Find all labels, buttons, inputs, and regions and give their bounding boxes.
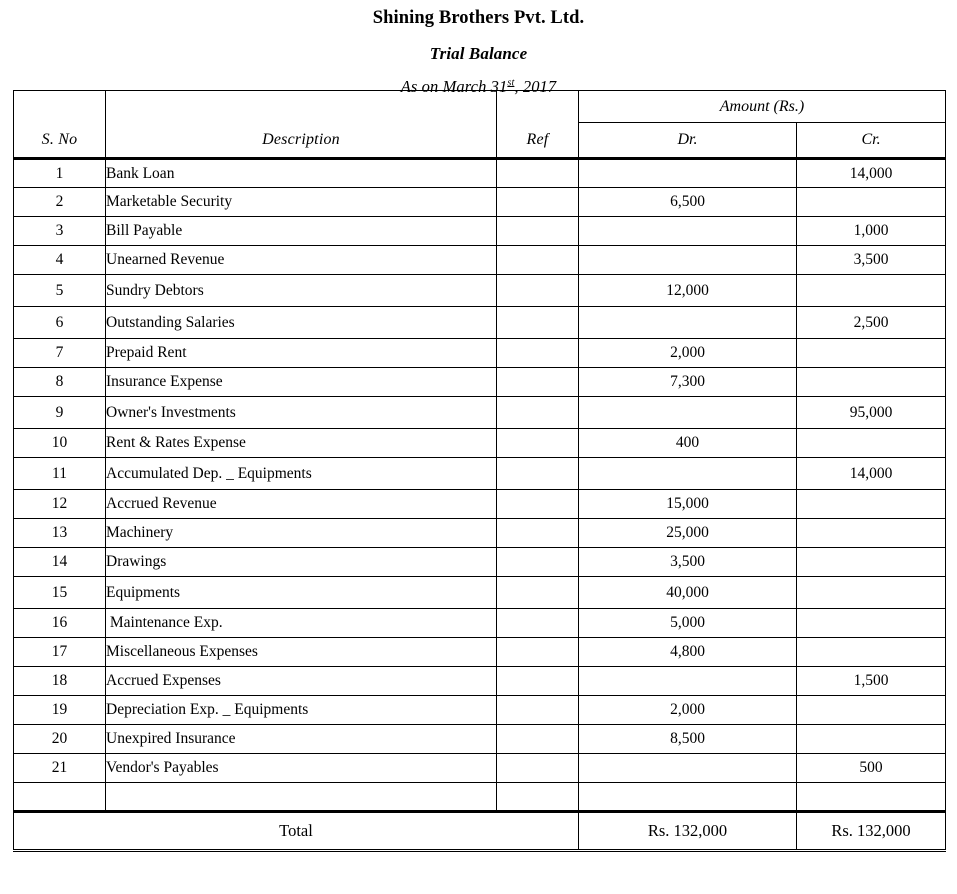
blank-row: [14, 783, 946, 812]
row-serial-number: 16: [14, 609, 106, 638]
row-serial-number: 11: [14, 458, 106, 490]
table-row: [14, 339, 946, 368]
row-description: Maintenance Exp.: [106, 609, 497, 638]
row-serial-number: 15: [14, 577, 106, 609]
row-debit-amount: [579, 307, 797, 339]
row-ref: [497, 490, 579, 519]
row-description: Unexpired Insurance: [106, 725, 497, 754]
row-description: Machinery: [106, 519, 497, 548]
table-row: [14, 725, 946, 754]
row-credit-amount: [797, 429, 946, 458]
row-ref: [497, 397, 579, 429]
row-description: Outstanding Salaries: [106, 307, 497, 339]
row-description: Bank Loan: [106, 159, 497, 188]
row-serial-number: 12: [14, 490, 106, 519]
blank-cell-credit: [797, 783, 946, 812]
row-ref: [497, 275, 579, 307]
row-serial-number: 5: [14, 275, 106, 307]
row-serial-number: 3: [14, 217, 106, 246]
table-row: [14, 188, 946, 217]
row-serial-number: 20: [14, 725, 106, 754]
row-description: Unearned Revenue: [106, 246, 497, 275]
row-description: Accrued Expenses: [106, 667, 497, 696]
row-ref: [497, 458, 579, 490]
row-serial-number: 18: [14, 667, 106, 696]
row-ref: [497, 217, 579, 246]
row-debit-amount: 6,500: [579, 188, 797, 217]
row-credit-amount: [797, 577, 946, 609]
row-ref: [497, 368, 579, 397]
row-ref: [497, 638, 579, 667]
row-debit-amount: [579, 754, 797, 783]
blank-cell-ref: [497, 783, 579, 812]
row-ref: [497, 696, 579, 725]
header-row-amount-group: [14, 91, 946, 123]
total-debit: Rs. 132,000: [579, 812, 797, 851]
header-description[interactable]: Description: [106, 123, 497, 159]
row-debit-amount: [579, 458, 797, 490]
row-serial-number: 13: [14, 519, 106, 548]
row-serial-number: 21: [14, 754, 106, 783]
row-ref: [497, 548, 579, 577]
row-description: Drawings: [106, 548, 497, 577]
row-serial-number: 7: [14, 339, 106, 368]
row-credit-amount: [797, 548, 946, 577]
row-description: Owner's Investments: [106, 397, 497, 429]
row-credit-amount: 14,000: [797, 159, 946, 188]
row-credit-amount: 500: [797, 754, 946, 783]
header-ref[interactable]: Ref: [497, 123, 579, 159]
table-row: [14, 429, 946, 458]
row-ref: [497, 246, 579, 275]
row-credit-amount: 1,500: [797, 667, 946, 696]
row-ref: [497, 754, 579, 783]
row-serial-number: 19: [14, 696, 106, 725]
row-serial-number: 8: [14, 368, 106, 397]
table-row: [14, 368, 946, 397]
row-debit-amount: [579, 246, 797, 275]
row-description: Vendor's Payables: [106, 754, 497, 783]
trial-balance-table-wrapper: [13, 90, 945, 852]
table-footer: [14, 783, 946, 851]
row-credit-amount: [797, 609, 946, 638]
row-credit-amount: [797, 696, 946, 725]
row-ref: [497, 307, 579, 339]
table-row: [14, 754, 946, 783]
row-description: Accumulated Dep. _ Equipments: [106, 458, 497, 490]
header-description-spacer: [106, 91, 497, 123]
table-row: [14, 307, 946, 339]
row-debit-amount: 2,000: [579, 339, 797, 368]
row-credit-amount: [797, 188, 946, 217]
header-debit[interactable]: Dr.: [579, 123, 797, 159]
row-description: Bill Payable: [106, 217, 497, 246]
table-row: [14, 159, 946, 188]
row-ref: [497, 577, 579, 609]
row-debit-amount: 5,000: [579, 609, 797, 638]
row-debit-amount: 7,300: [579, 368, 797, 397]
row-description: Equipments: [106, 577, 497, 609]
row-debit-amount: 40,000: [579, 577, 797, 609]
row-ref: [497, 188, 579, 217]
row-credit-amount: 3,500: [797, 246, 946, 275]
table-row: [14, 696, 946, 725]
row-description: Prepaid Rent: [106, 339, 497, 368]
row-description: Insurance Expense: [106, 368, 497, 397]
row-debit-amount: 8,500: [579, 725, 797, 754]
row-serial-number: 9: [14, 397, 106, 429]
header-sno-spacer: [14, 91, 106, 123]
row-ref: [497, 667, 579, 696]
table-row: [14, 519, 946, 548]
row-description: Accrued Revenue: [106, 490, 497, 519]
table-row: [14, 609, 946, 638]
blank-cell-debit: [579, 783, 797, 812]
header-row-columns: [14, 123, 946, 159]
row-serial-number: 10: [14, 429, 106, 458]
row-debit-amount: 4,800: [579, 638, 797, 667]
report-title: Trial Balance: [429, 43, 528, 63]
row-ref: [497, 159, 579, 188]
row-serial-number: 14: [14, 548, 106, 577]
row-serial-number: 4: [14, 246, 106, 275]
row-credit-amount: 95,000: [797, 397, 946, 429]
header-ref-spacer: [497, 91, 579, 123]
report-date-ordinal-suffix: st: [507, 77, 515, 88]
row-credit-amount: 1,000: [797, 217, 946, 246]
header-sno[interactable]: S. No: [14, 123, 106, 159]
row-debit-amount: 15,000: [579, 490, 797, 519]
table-row: [14, 397, 946, 429]
row-ref: [497, 609, 579, 638]
row-credit-amount: 14,000: [797, 458, 946, 490]
row-debit-amount: 12,000: [579, 275, 797, 307]
row-debit-amount: [579, 217, 797, 246]
row-description: Miscellaneous Expenses: [106, 638, 497, 667]
row-description: Depreciation Exp. _ Equipments: [106, 696, 497, 725]
table-row: [14, 638, 946, 667]
row-debit-amount: 3,500: [579, 548, 797, 577]
row-credit-amount: [797, 725, 946, 754]
row-credit-amount: [797, 638, 946, 667]
blank-cell-sno: [14, 783, 106, 812]
row-debit-amount: [579, 667, 797, 696]
row-ref: [497, 339, 579, 368]
blank-cell-description: [106, 783, 497, 812]
table-row: [14, 458, 946, 490]
row-debit-amount: [579, 159, 797, 188]
row-serial-number: 2: [14, 188, 106, 217]
row-credit-amount: [797, 368, 946, 397]
row-debit-amount: 2,000: [579, 696, 797, 725]
row-description: Rent & Rates Expense: [106, 429, 497, 458]
table-row: [14, 548, 946, 577]
table-row: [14, 275, 946, 307]
row-credit-amount: [797, 490, 946, 519]
row-credit-amount: [797, 519, 946, 548]
row-ref: [497, 519, 579, 548]
row-description: Marketable Security: [106, 188, 497, 217]
table-row: [14, 577, 946, 609]
report-date-prefix: As on March 31: [400, 76, 508, 96]
table-row: [14, 217, 946, 246]
company-name: Shining Brothers Pvt. Ltd.: [372, 8, 585, 28]
row-credit-amount: [797, 275, 946, 307]
row-serial-number: 17: [14, 638, 106, 667]
row-debit-amount: [579, 397, 797, 429]
row-ref: [497, 725, 579, 754]
table-row: [14, 246, 946, 275]
total-row: [14, 812, 946, 851]
header-amount-group: Amount (Rs.): [579, 91, 946, 123]
table-row: [14, 667, 946, 696]
row-debit-amount: 400: [579, 429, 797, 458]
total-credit: Rs. 132,000: [797, 812, 946, 851]
row-debit-amount: 25,000: [579, 519, 797, 548]
table-row: [14, 490, 946, 519]
table-body: [14, 159, 946, 783]
row-credit-amount: [797, 339, 946, 368]
header-credit[interactable]: Cr.: [797, 123, 946, 159]
row-ref: [497, 429, 579, 458]
table-header: [14, 91, 946, 159]
total-label: Total: [14, 812, 579, 851]
row-credit-amount: 2,500: [797, 307, 946, 339]
row-serial-number: 6: [14, 307, 106, 339]
trial-balance-table: [13, 90, 946, 852]
report-date-tail: , 2017: [514, 76, 557, 96]
row-serial-number: 1: [14, 159, 106, 188]
document-heading: [0, 0, 957, 95]
row-description: Sundry Debtors: [106, 275, 497, 307]
